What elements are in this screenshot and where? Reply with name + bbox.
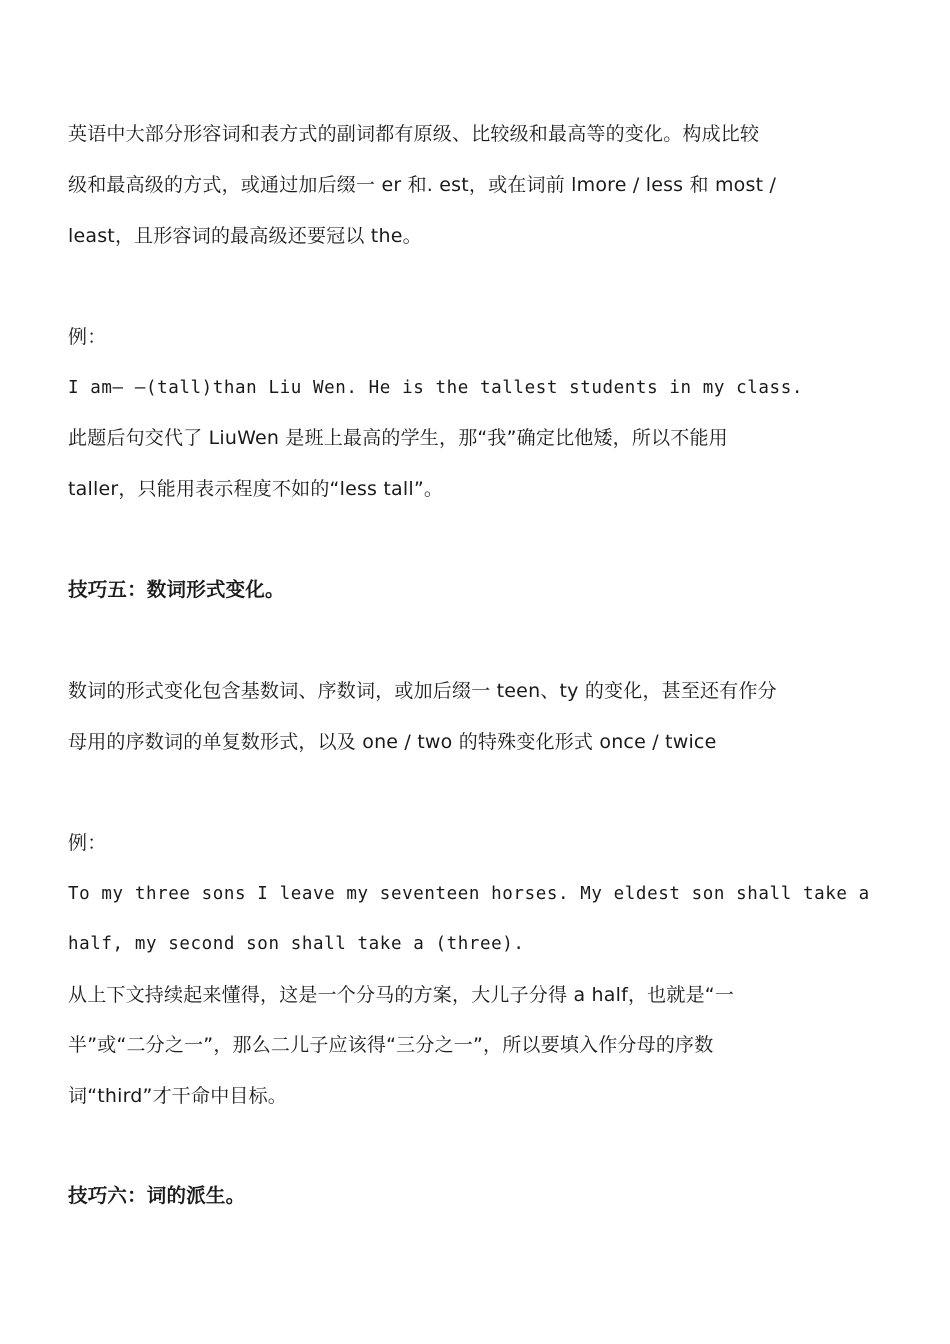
example1-explain-line2: taller，只能用表示程度不如的“less tall”。 (68, 478, 444, 500)
paragraph2-line1: 数词的形式变化包含基数词、序数词，或加后缀一 teen、ty 的变化，甚至还有作分 (68, 680, 777, 702)
example2-sentence-line1: To my three sons I leave my seventeen horses. My eldest son shall take a (68, 884, 870, 904)
example2-sentence-line2: half, my second son shall take a (three). (68, 934, 525, 954)
example2-explain-line3: 词“third”才干命中目标。 (68, 1085, 287, 1107)
example1-label: 例： (68, 326, 107, 348)
paragraph1-line2: 级和最高级的方式，或通过加后缀一 er 和. est，或在词前 lmore / less 和 most / (68, 174, 777, 196)
heading-tip6: 技巧六：词的派生。 (68, 1184, 246, 1207)
example1-explain-line1: 此题后句交代了 LiuWen 是班上最高的学生，那“我”确定比他矮，所以不能用 (68, 427, 728, 449)
example2-explain-line1: 从上下文持续起来懂得，这是一个分马的方案，大儿子分得 a half，也就是“一 (68, 984, 735, 1006)
example2-explain-line2: 半”或“二分之一”，那么二儿子应该得“三分之一”，所以要填入作分母的序数 (68, 1034, 714, 1056)
heading-tip5: 技巧五：数词形式变化。 (68, 578, 285, 601)
paragraph1-line3: least，且形容词的最高级还要冠以 the。 (68, 225, 422, 247)
example1-sentence: I am— —(tall)than Liu Wen. He is the tallest students in my class. (68, 378, 803, 398)
example2-label: 例： (68, 832, 107, 854)
paragraph1-line1: 英语中大部分形容词和表方式的副词都有原级、比较级和最高等的变化。构成比较 (68, 123, 760, 145)
paragraph2-line2: 母用的序数词的单复数形式，以及 one / two 的特殊变化形式 once / twice (68, 731, 717, 753)
